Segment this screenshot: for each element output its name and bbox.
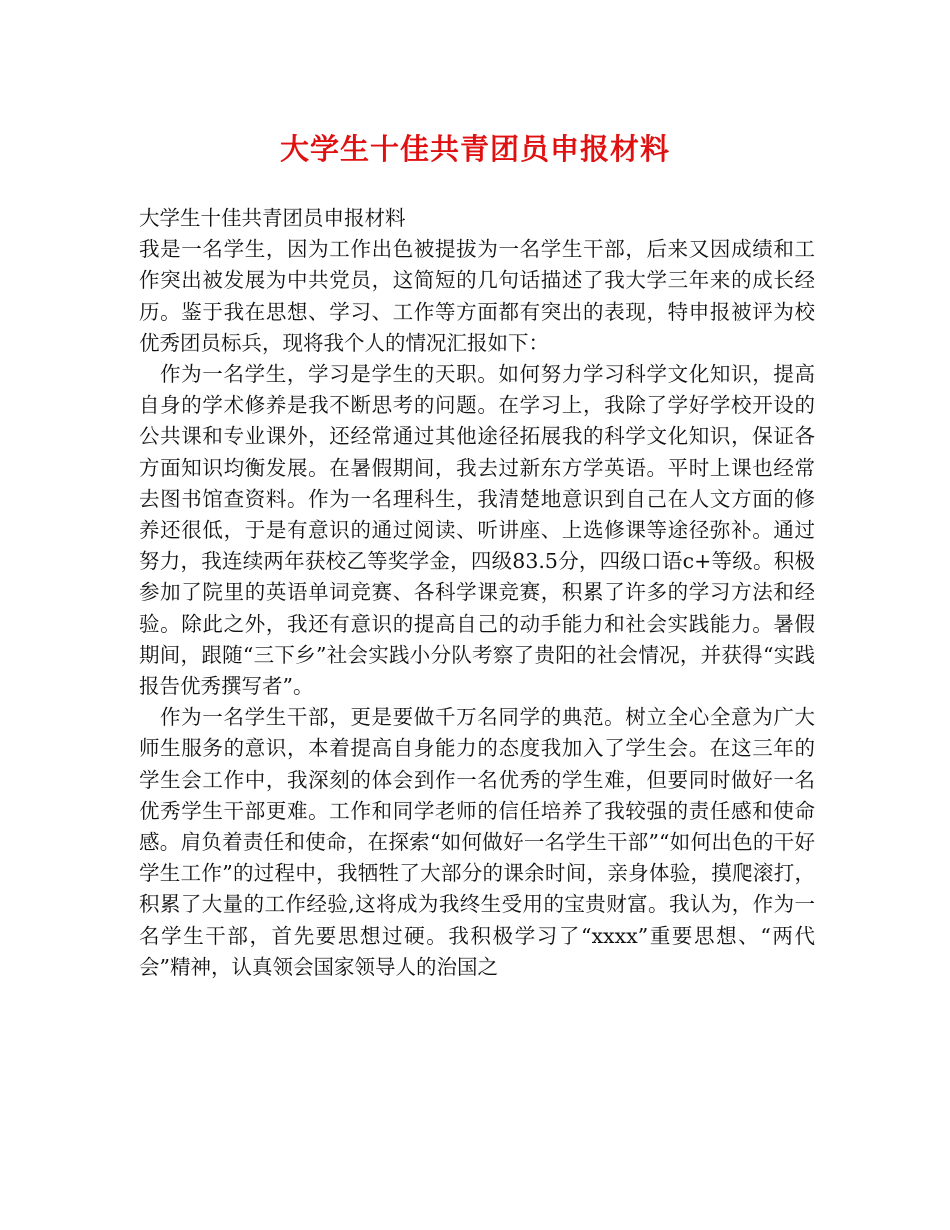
paragraph-work: 作为一名学生干部，更是要做千万名同学的典范。树立全心全意为广大师生服务的意识，本着提高自身能力的态度我加入了学生会。在这三年的学生会工作中，我深刻的体会到作一名优秀的学生难，但要同时做好一名优秀学生干部更难。工作和同学老师的信任培养了我较强的责任感和使命感。肩负着责任和使命，在探索“如何做好一名学生干部”“如何出色的干好学生工作”的过程中，我牺牲了大部分的课余时间，亲身体验，摸爬滚打，积累了大量的工作经验,这将成为我终生受用的宝贵财富。我认为，作为一名学生干部，首先要思想过硬。我积极学习了“xxxx”重要思想、“两代会”精神，认真领会国家领导人的治国之 bbox=[139, 705, 815, 979]
paragraph-study: 作为一名学生，学习是学生的天职。如何努力学习科学文化知识，提高自身的学术修养是我不断思考的问题。在学习上，我除了学好学校开设的公共课和专业课外，还经常通过其他途径拓展我的科学文化知识，保证各方面知识均衡发展。在暑假期间，我去过新东方学英语。平时上课也经常去图书馆查资料。作为一名理科生，我清楚地意识到自己在人文方面的修养还很低，于是有意识的通过阅读、听讲座、上选修课等途径弥补。通过努力，我连续两年获校乙等奖学金，四级83.5分，四级口语c+等级。积极参加了院里的英语单词竞赛、各科学课竞赛，积累了许多的学习方法和经验。除此之外，我还有意识的提高自己的动手能力和社会实践能力。暑假期间，跟随“三下乡”社会实践小分队考察了贵阳的社会情况，并获得“实践报告优秀撰写者”。 bbox=[139, 362, 815, 699]
document-subtitle: 大学生十佳共青团员申报材料 bbox=[139, 206, 406, 230]
paragraph-intro: 我是一名学生，因为工作出色被提拔为一名学生干部，后来又因成绩和工作突出被发展为中共党员，这简短的几句话描述了我大学三年来的成长经历。鉴于我在思想、学习、工作等方面都有突出的表现，特申报被评为校优秀团员标兵，现将我个人的情况汇报如下： bbox=[139, 237, 815, 355]
document-body bbox=[139, 203, 815, 983]
document-title: 大学生十佳共青团员申报材料 bbox=[279, 132, 670, 166]
